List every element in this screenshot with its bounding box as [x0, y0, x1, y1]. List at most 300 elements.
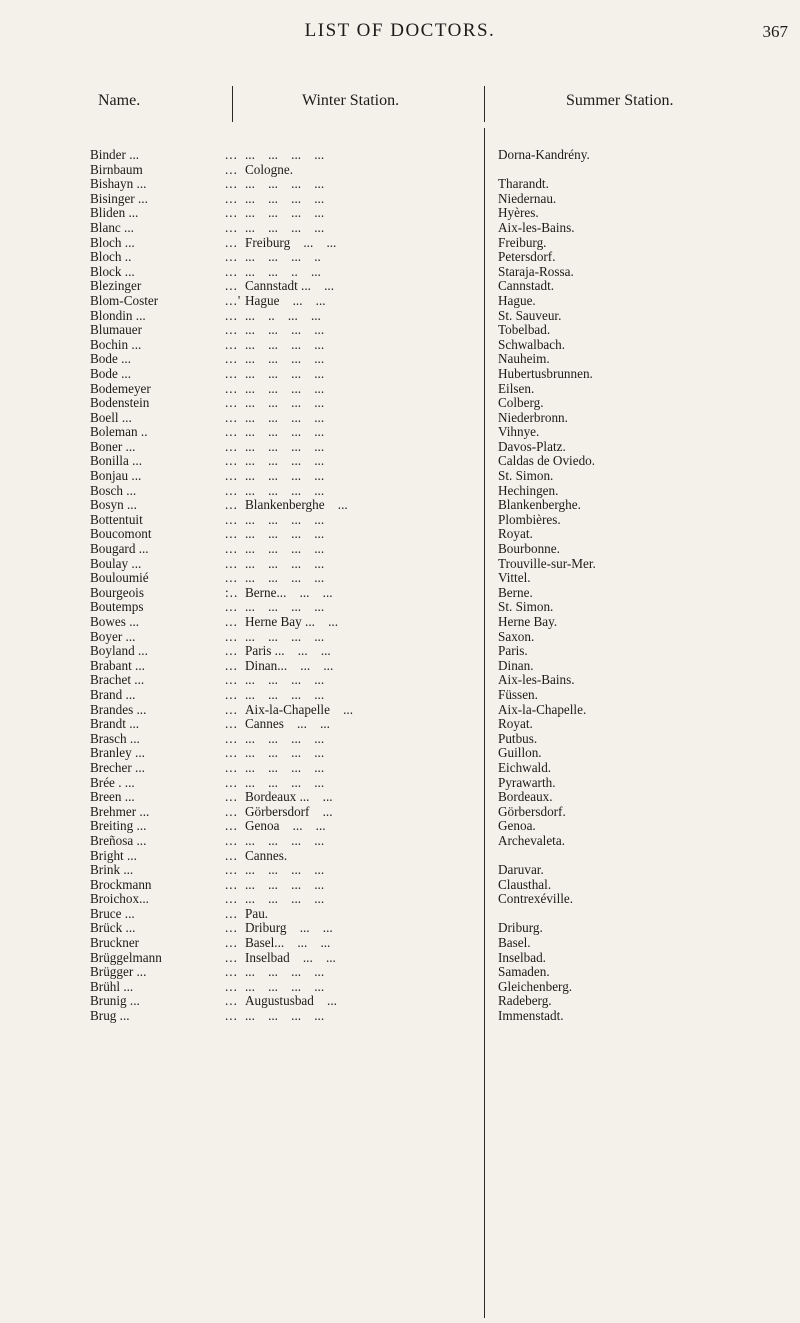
table-row [0, 863, 800, 878]
name-leader-dots: ... [225, 336, 238, 352]
summer-station-cell: Aix-les-Bains. [498, 219, 575, 235]
winter-station-cell: ... ... ... ... [245, 555, 325, 571]
table-row [0, 834, 800, 849]
name-leader-dots: ... [225, 935, 238, 951]
name-leader-dots: ... [225, 190, 238, 206]
summer-station-cell: Saxon. [498, 628, 535, 644]
table-row [0, 878, 800, 893]
name-leader-dots: ... [225, 657, 238, 673]
table-row [0, 177, 800, 192]
name-leader-dots: ... [225, 395, 238, 411]
winter-station-cell: ... ... ... ... [245, 745, 325, 761]
summer-station-cell: Eichwald. [498, 759, 552, 775]
name-leader-dots: ... [225, 876, 238, 892]
name-cell: Boyer ... [90, 628, 136, 644]
name-cell: Bruckner [90, 935, 140, 951]
winter-station-cell: ... ... ... ... [245, 672, 325, 688]
name-cell: Brecher ... [90, 759, 145, 775]
table-row [0, 688, 800, 703]
name-cell: Brand ... [90, 686, 136, 702]
winter-station-cell: ... ... ... ... [245, 424, 325, 440]
winter-station-cell: ... ... ... ... [245, 730, 325, 746]
table-row [0, 236, 800, 251]
table-row [0, 644, 800, 659]
name-leader-dots: ... [225, 322, 238, 338]
name-cell: Bloch .. [90, 249, 132, 265]
name-cell: Blondin ... [90, 307, 146, 323]
name-leader-dots: ... [225, 978, 238, 994]
summer-station-cell: Inselbad. [498, 949, 546, 965]
name-leader-dots: ... [225, 409, 238, 425]
name-cell: Breen ... [90, 789, 135, 805]
name-leader-dots: ... [225, 745, 238, 761]
winter-station-cell: Basel... ... ... [245, 935, 331, 951]
summer-station-cell: Paris. [498, 643, 528, 659]
winter-station-cell: Cannes. [245, 847, 288, 863]
name-leader-dots: ... [225, 365, 238, 381]
summer-station-cell: Hechingen. [498, 482, 559, 498]
name-leader-dots: ... [225, 541, 238, 557]
table-row [0, 630, 800, 645]
table-row [0, 338, 800, 353]
name-cell: Bode ... [90, 351, 132, 367]
name-cell: Bougard ... [90, 541, 149, 557]
table-row [0, 571, 800, 586]
name-leader-dots: ... [225, 351, 238, 367]
name-leader-dots: ... [225, 176, 238, 192]
name-cell: Brink ... [90, 862, 134, 878]
winter-station-cell: ... ... ... ... [245, 599, 325, 615]
summer-station-cell: Vihnye. [498, 424, 540, 440]
table-row [0, 454, 800, 469]
winter-station-cell: Inselbad ... ... [245, 949, 336, 965]
name-cell: Bosyn ... [90, 497, 137, 513]
name-cell: Brockmann [90, 876, 152, 892]
summer-station-cell: Contrexéville. [498, 891, 574, 907]
name-cell: Bottentuit [90, 511, 143, 527]
summer-station-cell: Archevaleta. [498, 832, 565, 848]
summer-station-cell: Tobelbad. [498, 322, 551, 338]
table-row [0, 805, 800, 820]
name-leader-dots: ...' [225, 292, 242, 308]
name-cell: Boucomont [90, 526, 152, 542]
name-cell: Binder ... [90, 147, 140, 162]
table-row [0, 367, 800, 382]
summer-station-cell: Hague. [498, 292, 536, 308]
summer-station-cell: Dinan. [498, 657, 534, 673]
winter-station-cell: ... ... ... ... [245, 453, 325, 469]
name-leader-dots: ... [225, 701, 238, 717]
name-cell: Bishayn ... [90, 176, 147, 192]
summer-station-cell: Schwalbach. [498, 336, 566, 352]
summer-station-cell: Eilsen. [498, 380, 535, 396]
table-row [0, 615, 800, 630]
name-leader-dots: ... [225, 468, 238, 484]
summer-station-cell: Colberg. [498, 395, 544, 411]
table-row [0, 659, 800, 674]
winter-station-cell: ... ... ... ... [245, 176, 325, 192]
name-cell: Brandt ... [90, 716, 140, 732]
winter-station-cell: ... ... .. ... [245, 263, 321, 279]
summer-station-cell: Immenstadt. [498, 1008, 564, 1024]
table-row [0, 192, 800, 207]
table-row [0, 221, 800, 236]
winter-station-cell: ... ... ... ... [245, 526, 325, 542]
winter-station-cell: ... ... ... ... [245, 832, 325, 848]
table-row [0, 148, 800, 163]
winter-station-cell: ... ... ... ... [245, 759, 325, 775]
summer-station-cell: Radeberg. [498, 993, 552, 1009]
name-cell: Brehmer ... [90, 803, 150, 819]
name-leader-dots: ... [225, 511, 238, 527]
summer-station-cell: Herne Bay. [498, 614, 558, 629]
summer-station-cell: Görbersdorf. [498, 803, 566, 819]
summer-station-cell: Genoa. [498, 818, 536, 834]
winter-station-cell: ... ... ... ... [245, 541, 325, 557]
name-leader-dots: ... [225, 599, 238, 615]
winter-station-cell: Pau. [245, 905, 269, 921]
name-cell: Brasch ... [90, 730, 140, 746]
name-cell: Bochin ... [90, 336, 142, 352]
name-leader-dots: ... [225, 920, 238, 936]
name-cell: Breñosa ... [90, 832, 147, 848]
table-row [0, 411, 800, 426]
name-cell: Block ... [90, 263, 135, 279]
name-leader-dots: ... [225, 847, 238, 863]
name-cell: Brabant ... [90, 657, 145, 673]
summer-station-cell: Cannstadt. [498, 278, 555, 294]
name-leader-dots: ... [225, 818, 238, 834]
summer-station-cell: Hyères. [498, 205, 539, 221]
winter-station-cell: Cologne. [245, 161, 293, 177]
winter-station-cell: Freiburg ... ... [245, 234, 337, 250]
table-row [0, 352, 800, 367]
winter-station-cell: Bordeaux ... ... [245, 789, 333, 805]
name-leader-dots: ... [225, 774, 238, 790]
table-row [0, 732, 800, 747]
winter-station-cell: Dinan... ... ... [245, 657, 334, 673]
table-row [0, 703, 800, 718]
name-cell: Bright ... [90, 847, 137, 863]
table-row [0, 163, 800, 178]
winter-station-cell: ... ... ... ... [245, 1008, 325, 1024]
winter-station-cell: Cannstadt ... ... [245, 278, 335, 294]
name-leader-dots: ... [225, 249, 238, 265]
summer-station-cell: Daruvar. [498, 862, 544, 878]
table-row [0, 936, 800, 951]
name-leader-dots: ... [225, 964, 238, 980]
name-leader-dots: ... [225, 205, 238, 221]
column-header-name: Name. [98, 92, 141, 109]
summer-station-cell: Staraja-Rossa. [498, 263, 574, 279]
name-leader-dots: ... [225, 643, 238, 659]
winter-station-cell: ... ... ... ... [245, 409, 325, 425]
winter-station-cell: Görbersdorf ... [245, 803, 333, 819]
name-leader-dots: ... [225, 497, 238, 513]
winter-station-cell: ... ... ... ... [245, 322, 325, 338]
name-cell: Bosch ... [90, 482, 137, 498]
table-row [0, 776, 800, 791]
table-row [0, 761, 800, 776]
summer-station-cell: Petersdorf. [498, 249, 556, 265]
name-cell: Bode ... [90, 365, 132, 381]
name-cell: Boell ... [90, 409, 132, 425]
table-row [0, 484, 800, 499]
name-cell: Blanc ... [90, 219, 134, 235]
name-cell: Bloch ... [90, 234, 135, 250]
name-leader-dots: ... [225, 993, 238, 1009]
column-header-summer: Summer Station. [566, 92, 674, 109]
name-cell: Bodemeyer [90, 380, 151, 396]
winter-station-cell: Hague ... ... [245, 292, 326, 308]
name-leader-dots: ... [225, 628, 238, 644]
name-cell: Brüggelmann [90, 949, 162, 965]
summer-station-cell: Guillon. [498, 745, 542, 761]
winter-station-cell: ... ... ... ... [245, 351, 325, 367]
name-cell: Bodenstein [90, 395, 150, 411]
name-leader-dots: ... [225, 263, 238, 279]
winter-station-cell: ... ... ... ... [245, 336, 325, 352]
name-cell: Brandes ... [90, 701, 147, 717]
name-cell: Brügger ... [90, 964, 147, 980]
summer-station-cell: St. Simon. [498, 599, 554, 615]
name-cell: Brug ... [90, 1008, 130, 1024]
table-row [0, 892, 800, 907]
summer-station-cell: Pyrawarth. [498, 774, 556, 790]
name-cell: Blezinger [90, 278, 142, 294]
winter-station-cell: ... ... ... ... [245, 964, 325, 980]
winter-station-cell: ... ... ... ... [245, 365, 325, 381]
table-row [0, 951, 800, 966]
table-row [0, 557, 800, 572]
name-leader-dots: ... [225, 730, 238, 746]
summer-station-cell: Hubertusbrunnen. [498, 365, 593, 381]
name-cell: Boner ... [90, 438, 136, 454]
winter-station-cell: Paris ... ... ... [245, 643, 331, 659]
table-row [0, 790, 800, 805]
name-cell: Boleman .. [90, 424, 148, 440]
table-row [0, 586, 800, 601]
table-row [0, 440, 800, 455]
name-leader-dots: :.. [225, 584, 239, 600]
name-cell: Bouloumié [90, 570, 149, 586]
name-leader-dots: ... [225, 905, 238, 921]
name-cell: Boulay ... [90, 555, 142, 571]
name-leader-dots: ... [225, 570, 238, 586]
summer-station-cell: Aix-la-Chapelle. [498, 701, 587, 717]
running-head [0, 6, 800, 46]
name-leader-dots: ... [225, 380, 238, 396]
table-row [0, 250, 800, 265]
winter-station-cell: Herne Bay ... ... [245, 614, 339, 629]
name-leader-dots: ... [225, 832, 238, 848]
summer-station-cell: Basel. [498, 935, 531, 951]
winter-station-cell: ... ... ... ... [245, 978, 325, 994]
name-leader-dots: ... [225, 614, 238, 629]
table-row [0, 498, 800, 513]
table-row [0, 527, 800, 542]
name-cell: Branley ... [90, 745, 145, 761]
name-cell: Boutemps [90, 599, 144, 615]
table-row [0, 921, 800, 936]
winter-station-cell: Blankenberghe ... [245, 497, 348, 513]
name-leader-dots: ... [225, 672, 238, 688]
summer-station-cell: Niederbronn. [498, 409, 568, 425]
winter-station-cell: ... ... ... ... [245, 570, 325, 586]
winter-station-cell: ... ... ... ... [245, 147, 325, 162]
name-leader-dots: ... [225, 1008, 238, 1024]
winter-station-cell: ... ... ... ... [245, 862, 325, 878]
name-leader-dots: ... [225, 949, 238, 965]
name-cell: Broichox... [90, 891, 149, 907]
summer-station-cell: Trouville-sur-Mer. [498, 555, 596, 571]
winter-station-cell: ... ... ... ... [245, 219, 325, 235]
summer-station-cell: Bordeaux. [498, 789, 553, 805]
summer-station-cell: Royat. [498, 716, 533, 732]
name-cell: Blumauer [90, 322, 143, 338]
table-row [0, 425, 800, 440]
table-row [0, 513, 800, 528]
summer-station-cell: Füssen. [498, 686, 538, 702]
name-leader-dots: ... [225, 482, 238, 498]
table-row [0, 600, 800, 615]
winter-station-cell: Augustusbad ... [245, 993, 337, 1009]
table-row [0, 849, 800, 864]
winter-station-cell: ... ... ... ... [245, 468, 325, 484]
summer-station-cell: Gleichenberg. [498, 978, 573, 994]
name-cell: Bruce ... [90, 905, 135, 921]
name-leader-dots: ... [225, 891, 238, 907]
winter-station-cell: ... ... ... ... [245, 190, 325, 206]
winter-station-cell: Aix-la-Chapelle ... [245, 701, 354, 717]
summer-station-cell: Driburg. [498, 920, 543, 936]
summer-station-cell: Niedernau. [498, 190, 557, 206]
name-leader-dots: ... [225, 219, 238, 235]
table-row [0, 965, 800, 980]
winter-station-cell: ... ... ... ... [245, 380, 325, 396]
name-cell: Bliden ... [90, 205, 139, 221]
name-cell: Brachet ... [90, 672, 145, 688]
winter-station-cell: Genoa ... ... [245, 818, 326, 834]
winter-station-cell: ... ... ... ... [245, 628, 325, 644]
name-leader-dots: ... [225, 161, 238, 177]
summer-station-cell: Samaden. [498, 964, 550, 980]
summer-station-cell: Berne. [498, 584, 533, 600]
table-row [0, 309, 800, 324]
winter-station-cell: ... .. ... ... [245, 307, 321, 323]
name-leader-dots: ... [225, 453, 238, 469]
summer-station-cell: Nauheim. [498, 351, 550, 367]
name-cell: Brunig ... [90, 993, 140, 1009]
summer-station-cell: St. Sauveur. [498, 307, 562, 323]
column-rule-1-header [232, 86, 233, 122]
name-cell: Brück ... [90, 920, 136, 936]
winter-station-cell: ... ... ... ... [245, 395, 325, 411]
name-cell: Birnbaum [90, 161, 143, 177]
name-leader-dots: ... [225, 526, 238, 542]
summer-station-cell: St. Simon. [498, 468, 554, 484]
page-title: LIST OF DOCTORS. [304, 20, 496, 41]
summer-station-cell: Aix-les-Bains. [498, 672, 575, 688]
table-row [0, 907, 800, 922]
table-row [0, 819, 800, 834]
name-leader-dots: ... [225, 789, 238, 805]
summer-station-cell: Caldas de Oviedo. [498, 453, 596, 469]
winter-station-cell: Cannes ... ... [245, 716, 330, 732]
table-row [0, 206, 800, 221]
name-cell: Brée . ... [90, 774, 135, 790]
table-row [0, 294, 800, 309]
summer-station-cell: Plombières. [498, 511, 561, 527]
name-cell: Bonilla ... [90, 453, 143, 469]
table-row [0, 396, 800, 411]
summer-station-cell: Putbus. [498, 730, 538, 746]
name-leader-dots: ... [225, 686, 238, 702]
name-leader-dots: ... [225, 234, 238, 250]
table-row [0, 746, 800, 761]
winter-station-cell: ... ... ... ... [245, 774, 325, 790]
name-cell: Bonjau ... [90, 468, 142, 484]
name-leader-dots: ... [225, 147, 238, 162]
name-cell: Breiting ... [90, 818, 147, 834]
summer-station-cell: Freiburg. [498, 234, 547, 250]
table-row [0, 323, 800, 338]
name-leader-dots: ... [225, 716, 238, 732]
winter-station-cell: ... ... ... .. [245, 249, 321, 265]
name-leader-dots: ... [225, 862, 238, 878]
table-row [0, 717, 800, 732]
page-number: 367 [762, 22, 788, 41]
name-leader-dots: ... [225, 803, 238, 819]
name-leader-dots: ... [225, 438, 238, 454]
name-leader-dots: ... [225, 555, 238, 571]
winter-station-cell: Berne... ... ... [245, 584, 333, 600]
doctors-table [0, 148, 800, 1024]
table-row [0, 673, 800, 688]
table-row [0, 279, 800, 294]
name-cell: Blom-Coster [90, 292, 159, 308]
name-cell: Brühl ... [90, 978, 134, 994]
winter-station-cell: ... ... ... ... [245, 482, 325, 498]
winter-station-cell: Driburg ... ... [245, 920, 333, 936]
summer-station-cell: Tharandt. [498, 176, 549, 192]
name-cell: Bowes ... [90, 614, 140, 629]
table-row [0, 980, 800, 995]
table-row [0, 542, 800, 557]
name-leader-dots: ... [225, 278, 238, 294]
summer-station-cell: Bourbonne. [498, 541, 560, 557]
winter-station-cell: ... ... ... ... [245, 891, 325, 907]
table-row [0, 994, 800, 1009]
table-row [0, 1009, 800, 1024]
name-cell: Boyland ... [90, 643, 148, 659]
winter-station-cell: ... ... ... ... [245, 438, 325, 454]
name-leader-dots: ... [225, 424, 238, 440]
summer-station-cell: Davos-Platz. [498, 438, 566, 454]
winter-station-cell: ... ... ... ... [245, 686, 325, 702]
winter-station-cell: ... ... ... ... [245, 511, 325, 527]
summer-station-cell: Blankenberghe. [498, 497, 581, 513]
name-cell: Bisinger ... [90, 190, 148, 206]
name-cell: Bourgeois [90, 584, 144, 600]
table-row [0, 469, 800, 484]
column-header-winter: Winter Station. [302, 92, 400, 109]
column-rule-2-header [484, 86, 485, 122]
winter-station-cell: ... ... ... ... [245, 205, 325, 221]
summer-station-cell: Clausthal. [498, 876, 552, 892]
table-row [0, 265, 800, 280]
summer-station-cell: Dorna-Kandrény. [498, 147, 590, 162]
